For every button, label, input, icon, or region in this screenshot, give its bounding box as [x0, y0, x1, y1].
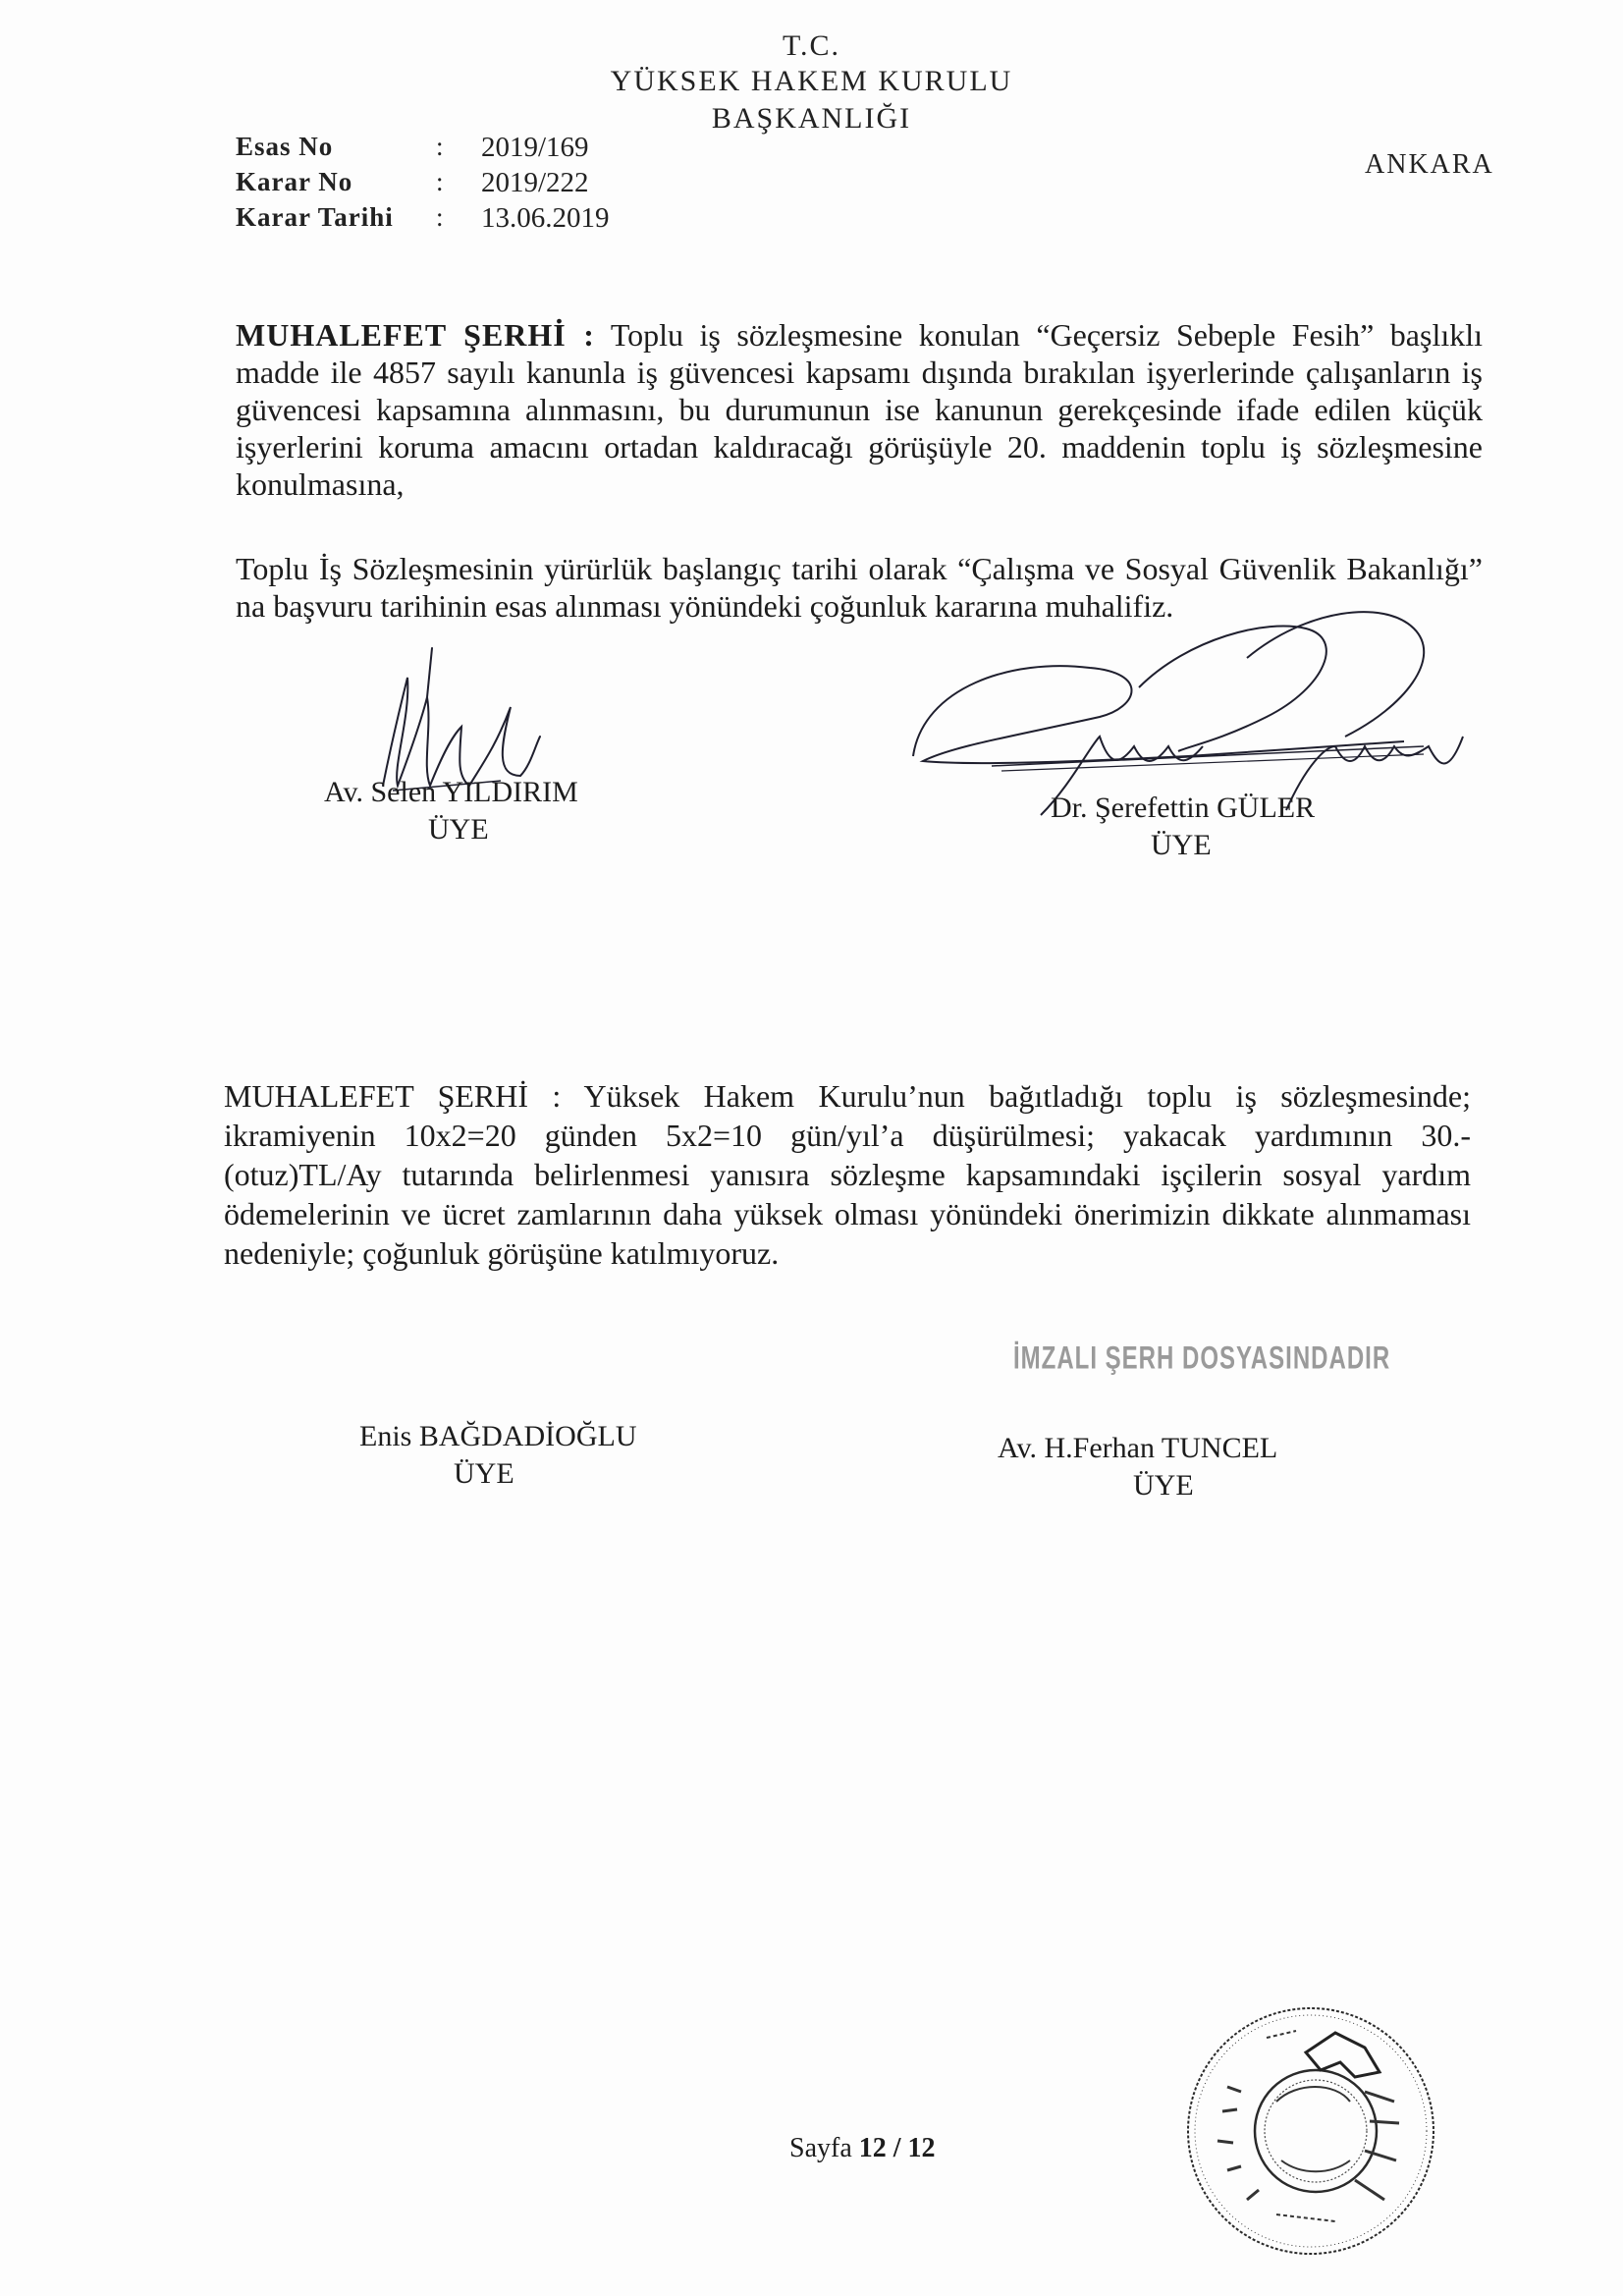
signer-serefettin-guler-name: Dr. Şerefettin GÜLER: [1051, 792, 1316, 824]
meta-value-esas: 2019/169: [481, 132, 589, 163]
signer-ferhan-tuncel-name: Av. H.Ferhan TUNCEL: [998, 1432, 1278, 1464]
header-institution: YÜKSEK HAKEM KURULU: [610, 65, 1013, 97]
header-presidency: BAŞKANLIĞI: [711, 102, 912, 135]
signer-enis-bagdadioglu-role: ÜYE: [454, 1457, 514, 1490]
meta-label-karar: Karar No: [236, 167, 353, 196]
signer-ferhan-tuncel-role: ÜYE: [1133, 1469, 1194, 1502]
dissent-1-paragraph-2: Toplu İş Sözleşmesinin yürürlük başlangıç tarihi olarak “Çalışma ve Sosyal Güvenlik Bakanlığı” na başvuru tarihinin esas alınması yönündeki çoğunluk kararına muhalifiz.: [236, 551, 1483, 624]
official-seal-icon: [1168, 1994, 1453, 2269]
header-tc: T.C.: [782, 29, 841, 62]
meta-label-tarih: Karar Tarihi: [236, 202, 394, 232]
dissent-1-lead: MUHALEFET ŞERHİ :: [236, 317, 595, 353]
page-number-value: 12 / 12: [858, 2133, 936, 2163]
meta-colon-esas: :: [436, 132, 444, 161]
dissent-2-lead: MUHALEFET ŞERHİ :: [224, 1078, 562, 1114]
city-ankara: ANKARA: [1365, 149, 1494, 180]
dissent-2-text: Yüksek Hakem Kurulu’nun bağıtladığı toplu iş sözleşmesinde; ikramiyenin 10x2=20 günden 5x2=10 gün/yıl’a düşürülmesi; yakacak yardımının 30.- (otuz)TL/Ay tutarında belirlenmesi yanısıra sözleşme kapsamındaki işçilerin sosyal yardım ödemelerinin ve ücret zamlarının daha yüksek olması yönündeki önerimizin dikkate alınmaması nedeniyle; çoğunluk görüşüne katılmıyoruz.: [224, 1078, 1472, 1271]
signer-selen-yildirim-name: Av. Selen YILDIRIM: [324, 776, 578, 808]
meta-label-esas: Esas No: [236, 132, 334, 161]
signed-dissent-stamp: İMZALI ŞERH DOSYASINDADIR: [1013, 1340, 1391, 1377]
dissent-2-paragraph: [224, 1076, 1471, 1273]
dissent-1-text: Toplu iş sözleşmesine konulan “Geçersiz Sebeple Fesih” başlıklı madde ile 4857 sayılı kanunla iş güvencesi kapsamı dışında bırakılan işyerlerinde çalışanların iş güvencesi kapsamına alınmasını, bu durumunun ise kanunun gerekçesinde ifade edilen küçük işyerlerini koruma amacını ortadan kaldıracağı görüşüyle 20. maddenin toplu iş sözleşmesine konulmasına,: [236, 317, 1483, 502]
signer-enis-bagdadioglu-name: Enis BAĞDADİOĞLU: [359, 1420, 637, 1452]
meta-colon-tarih: :: [436, 202, 444, 232]
dissent-1-paragraph: [236, 316, 1483, 503]
meta-value-karar: 2019/222: [481, 167, 589, 198]
signer-selen-yildirim-role: ÜYE: [428, 813, 489, 846]
meta-colon-karar: :: [436, 167, 444, 196]
signer-serefettin-guler-role: ÜYE: [1151, 829, 1212, 861]
page-number: [789, 2133, 936, 2164]
meta-value-tarih: 13.06.2019: [481, 202, 610, 234]
page-number-prefix: Sayfa: [789, 2133, 852, 2163]
